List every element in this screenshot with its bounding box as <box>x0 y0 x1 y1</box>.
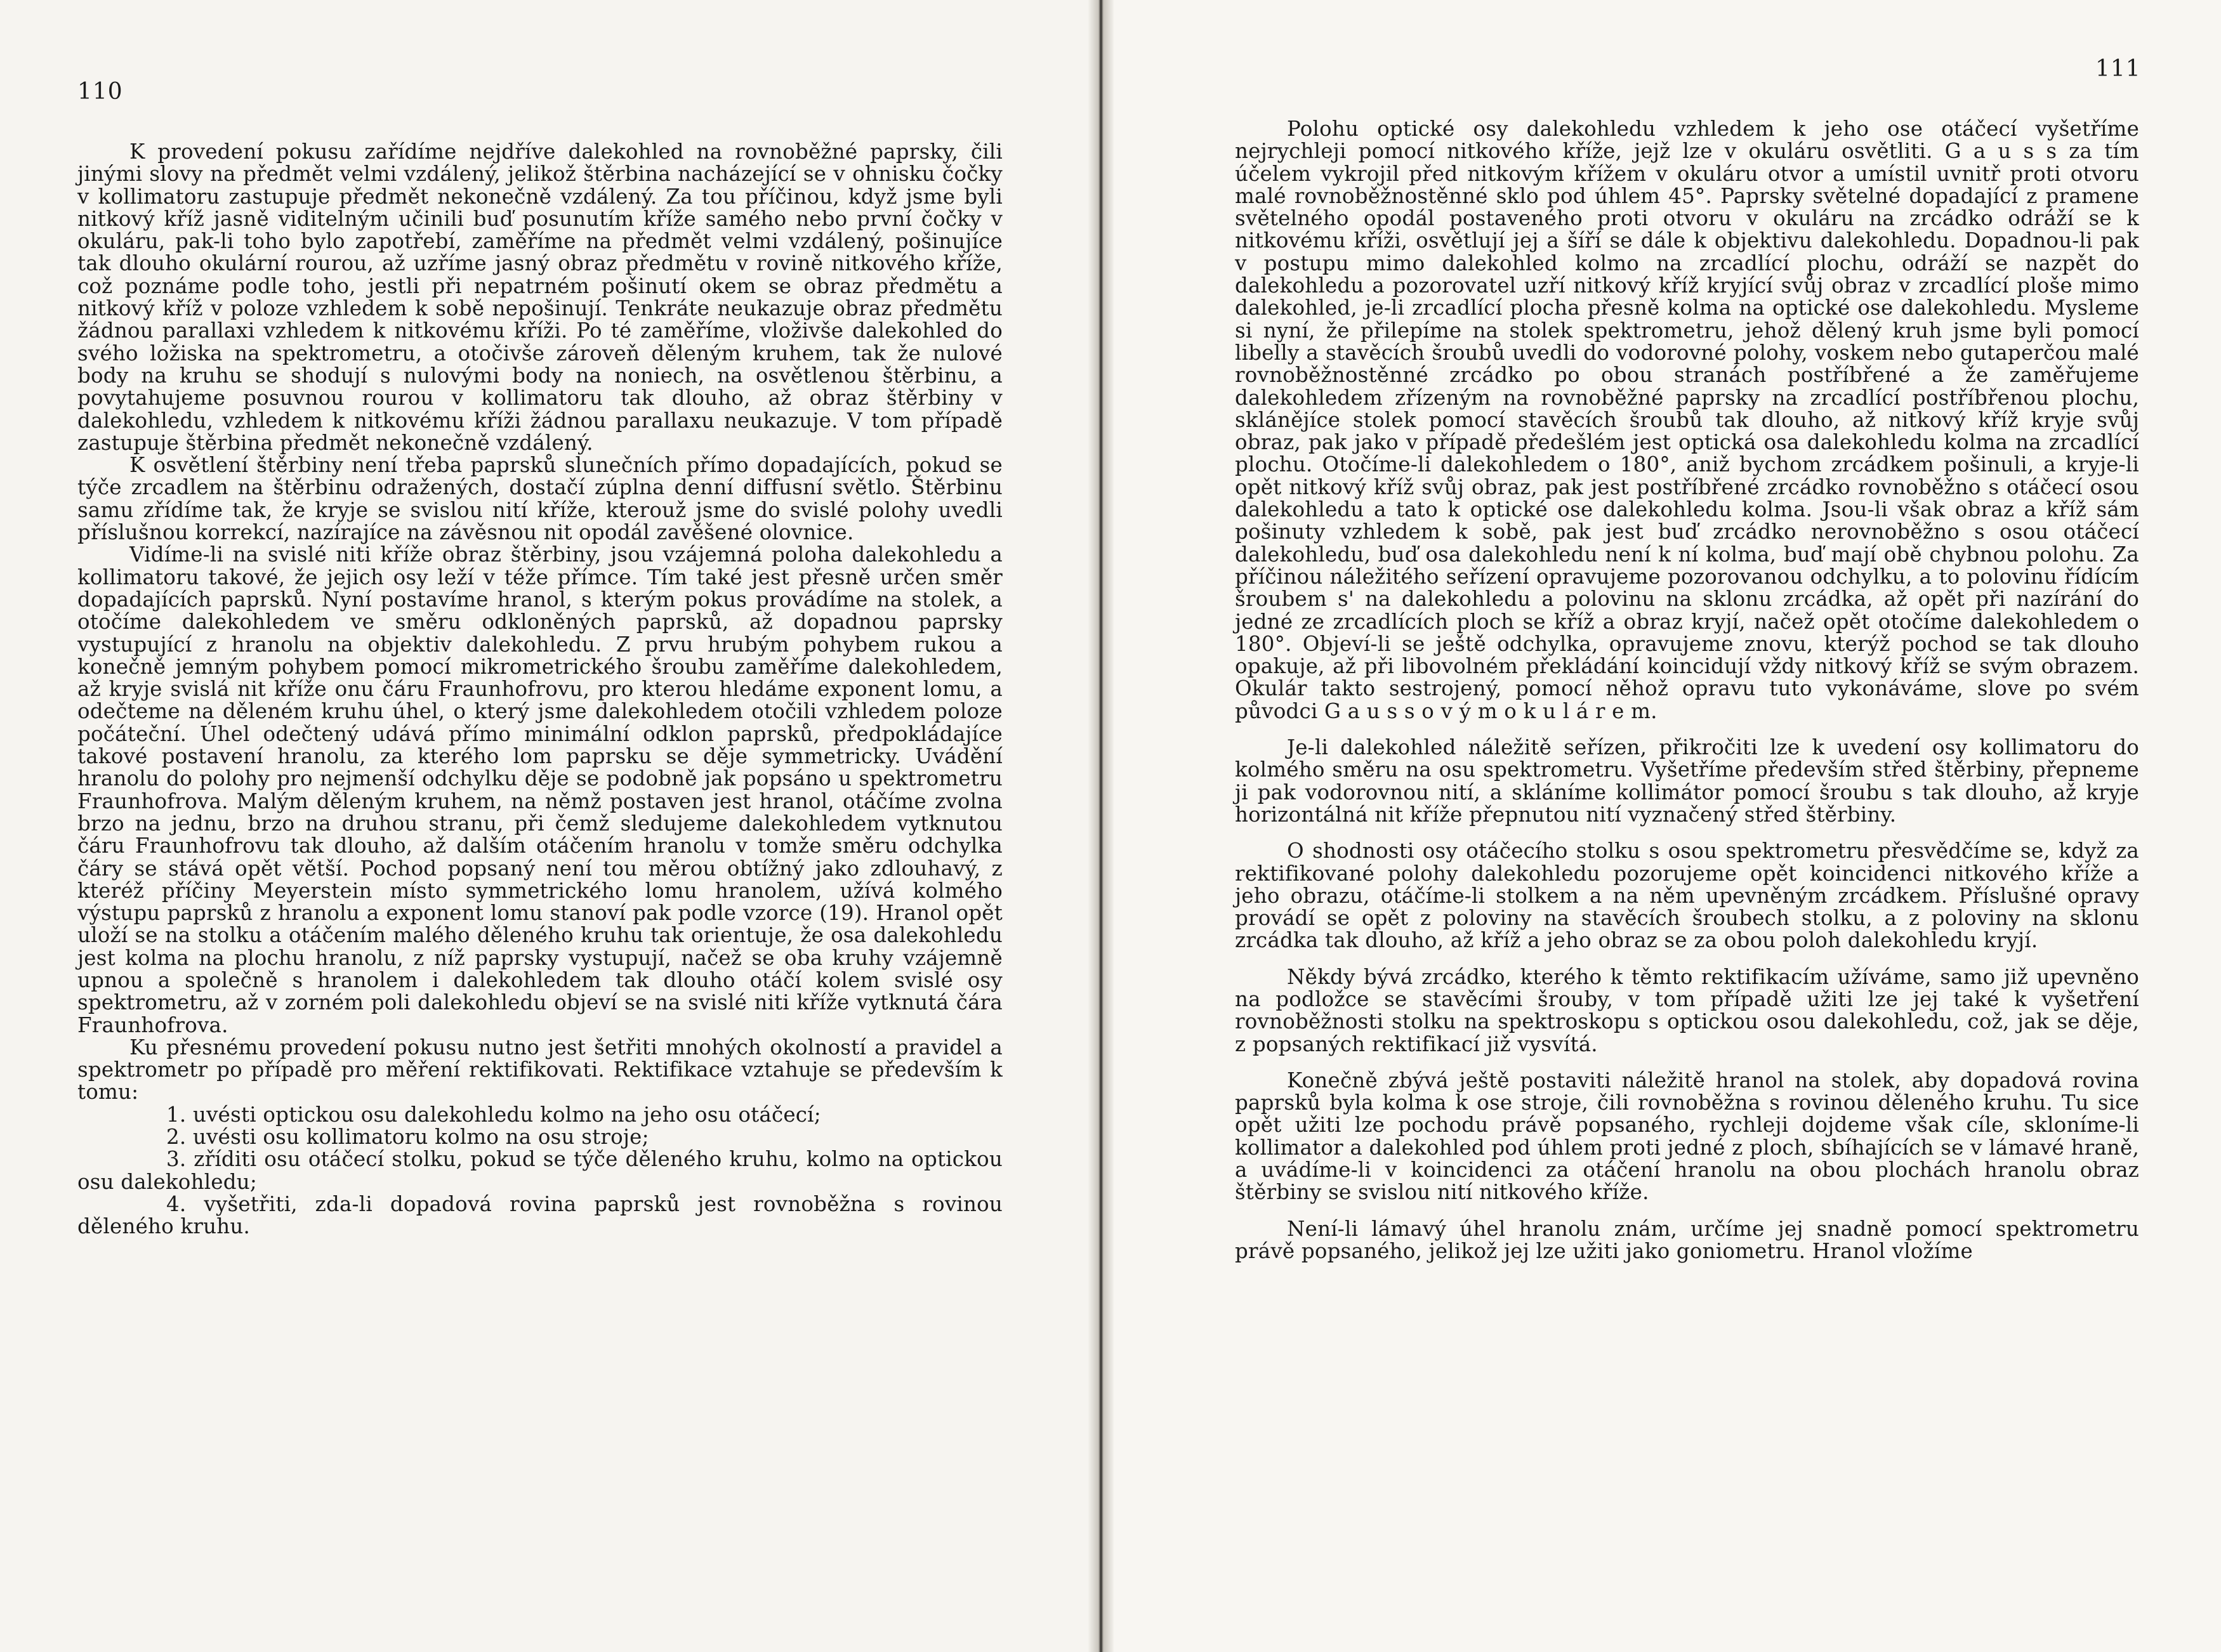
paragraph: Někdy bývá zrcádko, kterého k těmto rektifikacím užíváme, samo již upevněno na podložce se stavěcími šrouby, v tom případě užiti lze jej také k vyšetření rovnoběžnosti stolku na spektroskopu s optickou osou dalekohledu, což, jak se děje, z popsaných rektifikací již vysvítá. <box>1235 964 2139 1056</box>
book-gutter <box>1088 0 1114 1652</box>
paragraph: Není-li lámavý úhel hranolu znám, určíme jej snadně pomocí spektrometru právě popsaného, jelikož jej lze užiti jako goniometru. Hranol vložíme <box>1235 1216 2139 1263</box>
paragraph: O shodnosti osy otáčecího stolku s osou spektrometru přesvědčíme se, když za rektifikované polohy dalekohledu pozorujeme opět koincidenci nitkového kříže a jeho obrazu, otáčíme-li stolkem a na něm upevněným zrcádkem. Příslušné opravy provádí se opět z poloviny na stavěcích šroubech stolku, a z poloviny na sklonu zrcádka tak dlouho, až kříž a jeho obraz se za obou poloh dalekohledu kryjí. <box>1235 839 2139 953</box>
list-item: 1. uvésti optickou osu dalekohledu kolmo na jeho osu otáčecí; <box>166 1102 821 1127</box>
page-number: 110 <box>77 79 123 105</box>
paragraph: Konečně zbývá ještě postaviti náležitě hranol na stolek, aby dopadová rovina paprsků byla kolma k ose stroje, čili rovnoběžna s rovinou děleného kruhu. Tu sice opět užiti lze pochodu právě popsaného, rychleji dojdeme však cíle, skloníme-li kollimator a dalekohled pod úhlem proti jedné z ploch, sbíhajících se v lámavé hraně, a uvádíme-li v koincidenci za otáčení hranolu na obou plochách hranolu obraz štěrbiny se svislou nití nitkového kříže. <box>1235 1068 2139 1205</box>
paragraph: Polohu optické osy dalekohledu vzhledem k jeho ose otáčecí vyšetříme nejrychleji pomocí nitkového kříže, jejž lze v okuláru osvětliti. G a u s s za tím účelem vykrojil před nitkovým křížem v okuláru otvor a umístil uvnitř proti otvoru malé rovnoběžnostěnné sklo pod úhlem 45°. Paprsky světelné dopadající z pramene světelného opodál postaveného proti otvoru v okuláru na zrcádko odráží se k nitkovému kříži, osvětlují jej a šíří se dále k objektivu dalekohledu. Dopadnou-li pak v postupu mimo dalekohled kolmo na zrcadlící plochu, odráží se nazpět do dalekohledu a pozorovatel uzří nitkový kříž kryjící svůj obraz v zrcadlící ploše mimo dalekohled, je-li zrcadlící plocha přesně kolma na optické ose dalekohledu. Mysleme si nyní, že přilepíme na stolek spektrometru, jehož dělený kruh jsme byli pomocí libelly a stavěcích šroubů uvedli do vodorovné polohy, voskem nebo gutaperčou malé rovnoběžnostěnné zrcádko po obou stranách postříbřené a že zaměřujeme dalekohledem zřízeným na rovnoběžné paprsky na zrcadlící postříbřenou plochu, sklánějíce stolek pomocí stavěcích šroubů tak dlouho, až nitkový kříž kryje svůj obraz, pak jako v případě předešlém jest optická osa dalekohledu kolma na zrcadlící plochu. Otočíme-li dalekohledem o 180°, aniž bychom zrcádkem pošinuli, a kryje-li opět nitkový kříž svůj obraz, pak jest postříbřené zrcádko rovnoběžno s otáčecí osou dalekohledu a tato k optické ose dalekohledu kolma. Jsou-li však obraz a kříž sám pošinuty vzhledem k sobě, pak jest buď zrcádko nerovnoběžno s osou otáčecí dalekohledu, buď osa dalekohledu není k ní kolma, buď mají obě chybnou polohu. Za příčinou náležitého seřízení opravujeme pozorovanou odchylku, a to polovinu řídícím šroubem s' na dalekohledu a polovinu na sklonu zrcádka, až opět při nazírání do jedné ze zrcadlících ploch se kříž a obraz kryjí, načež opět otočíme dalekohledem o 180°. Objeví-li se ještě odchylka, opravujeme znovu, kterýž pochod se tak dlouho opakuje, až při libovolném překládání koincidují vždy nitkový kříž se svým obrazem. Okulár takto sestrojený, pomocí něhož opravu tuto vykonáváme, slove po svém původci G a u s s o v ý m o k u l á r e m. <box>1235 117 2139 723</box>
paragraph: Ku přesnému provedení pokusu nutno jest šetřiti mnohých okolností a pravidel a spektrometr po případě pro měření rektifikovati. Rektifikace vztahuje se především k tomu: <box>77 1035 1003 1105</box>
list-item: 3. zříditi osu otáčecí stolku, pokud se týče děleného kruhu, kolmo na optickou osu dalekohledu; <box>77 1147 1003 1194</box>
left-page <box>0 0 1101 1652</box>
paragraph: Je-li dalekohled náležitě seřízen, přikročiti lze k uvedení osy kollimatoru do kolmého směru na osu spektrometru. Vyšetříme především střed štěrbiny, přepneme ji pak vodorovnou nití, a skláníme kollimátor pomocí šroubu s tak dlouho, až kryje horizontálná nit kříže přepnutou nití vyznačený střed štěrbiny. <box>1235 735 2139 827</box>
list-item: 4. vyšetřiti, zda-li dopadová rovina paprsků jest rovnoběžna s rovinou děleného kruhu. <box>77 1191 1003 1239</box>
right-page-text <box>1235 118 2139 1262</box>
paragraph: K osvětlení štěrbiny není třeba paprsků slunečních přímo dopadajících, pokud se týče zrcadlem na štěrbinu odražených, dostačí zúplna denní diffusní světlo. Štěrbinu samu zřídíme tak, že kryje se svislou nití kříže, kterouž jsme do svislé polohy uvedli příslušnou korrekcí, nazírajíce na závěsnou nit opodál zavěšené olovnice. <box>77 453 1003 545</box>
page-number: 111 <box>2095 56 2141 82</box>
paragraph: K provedení pokusu zařídíme nejdříve dalekohled na rovnoběžné paprsky, čili jinými slovy na předmět velmi vzdálený, jelikož štěrbina nacházející se v ohnisku čočky v kollimatoru zastupuje předmět nekonečně vzdálený. Za tou příčinou, když jsme byli nitkový kříž jasně viditelným učinili buď posunutím kříže samého nebo první čočky v okuláru, pak-li toho bylo zapotřebí, zaměříme na předmět velmi vzdálený, pošinujíce tak dlouho okulární rourou, až uzříme jasný obraz předmětu v rovině nitkového kříže, což poznáme podle toho, jestli při nepatrném pošinutí okem se obraz předmětu a nitkový kříž v poloze vzhledem k sobě nepošinují. Tenkráte neukazuje obraz předmětu žádnou parallaxi vzhledem k nitkovému kříži. Po té zaměříme, vloživše dalekohled do svého ložiska na spektrometru, a otočivše zároveň děleným kruhem, tak že nulové body na kruhu se shodují s nulovými body na noniech, na osvětlenou štěrbinu, a povytahujeme posuvnou rourou v kollimatoru tak dlouho, až obraz štěrbiny v dalekohledu, vzhledem k nitkovému kříži žádnou parallaxu neukazuje. V tom případě zastupuje štěrbina předmět nekonečně vzdálený. <box>77 140 1003 455</box>
list-item: 2. uvésti osu kollimatoru kolmo na osu stroje; <box>166 1125 649 1150</box>
left-page-text <box>77 141 1003 1238</box>
paragraph: Vidíme-li na svislé niti kříže obraz štěrbiny, jsou vzájemná poloha dalekohledu a kollimatoru takové, že jejich osy leží v téže přímce. Tím také jest přesně určen směr dopadajících paprsků. Nyní postavíme hranol, s kterým pokus provádíme na stolek, a otočíme dalekohledem ve směru odkloněných paprsků, až dopadnou paprsky vystupující z hranolu na objektiv dalekohledu. Z prvu hrubým pohybem rukou a konečně jemným pohybem pomocí mikrometrického šroubu zaměříme dalekohledem, až kryje svislá nit kříže onu čáru Fraunhofrovu, pro kterou hledáme exponent lomu, a odečteme na děleném kruhu úhel, o který jsme dalekohledem otočili vzhledem poloze počáteční. Úhel odečtený udává přímo minimální odklon paprsků, předpokládajíce takové postavení hranolu, za kterého lom paprsku se děje symmetricky. Uvádění hranolu do polohy pro nejmenší odchylku děje se podobně jak popsáno u spektrometru Fraunhofrova. Malým děleným kruhem, na němž postaven jest hranol, otáčíme zvolna brzo na jednu, brzo na druhou stranu, při čemž sledujeme dalekohledem vytknutou čáru Fraunhofrovu tak dlouho, až dalším otáčením hranolu v tomže směru odchylka čáry se stává opět větší. Pochod popsaný není tou měrou obtížný jako zdlouhavý, z kteréž příčiny Meyerstein místo symmetrického lomu hranolem, užívá kolmého výstupu paprsků z hranolu a exponent lomu stanoví pak podle vzorce (19). Hranol opět uloží se na stolku a otáčením malého děleného kruhu tak orientuje, že osa dalekohledu jest kolma na plochu hranolu, z níž paprsky vystupují, načež se oba kruhy vzájemně upnou a společně s hranolem i dalekohledem tak dlouho otáčí kolem svislé osy spektrometru, až v zorném poli dalekohledu objeví se na svislé niti kříže vytknutá čára Fraunhofrova. <box>77 542 1003 1037</box>
